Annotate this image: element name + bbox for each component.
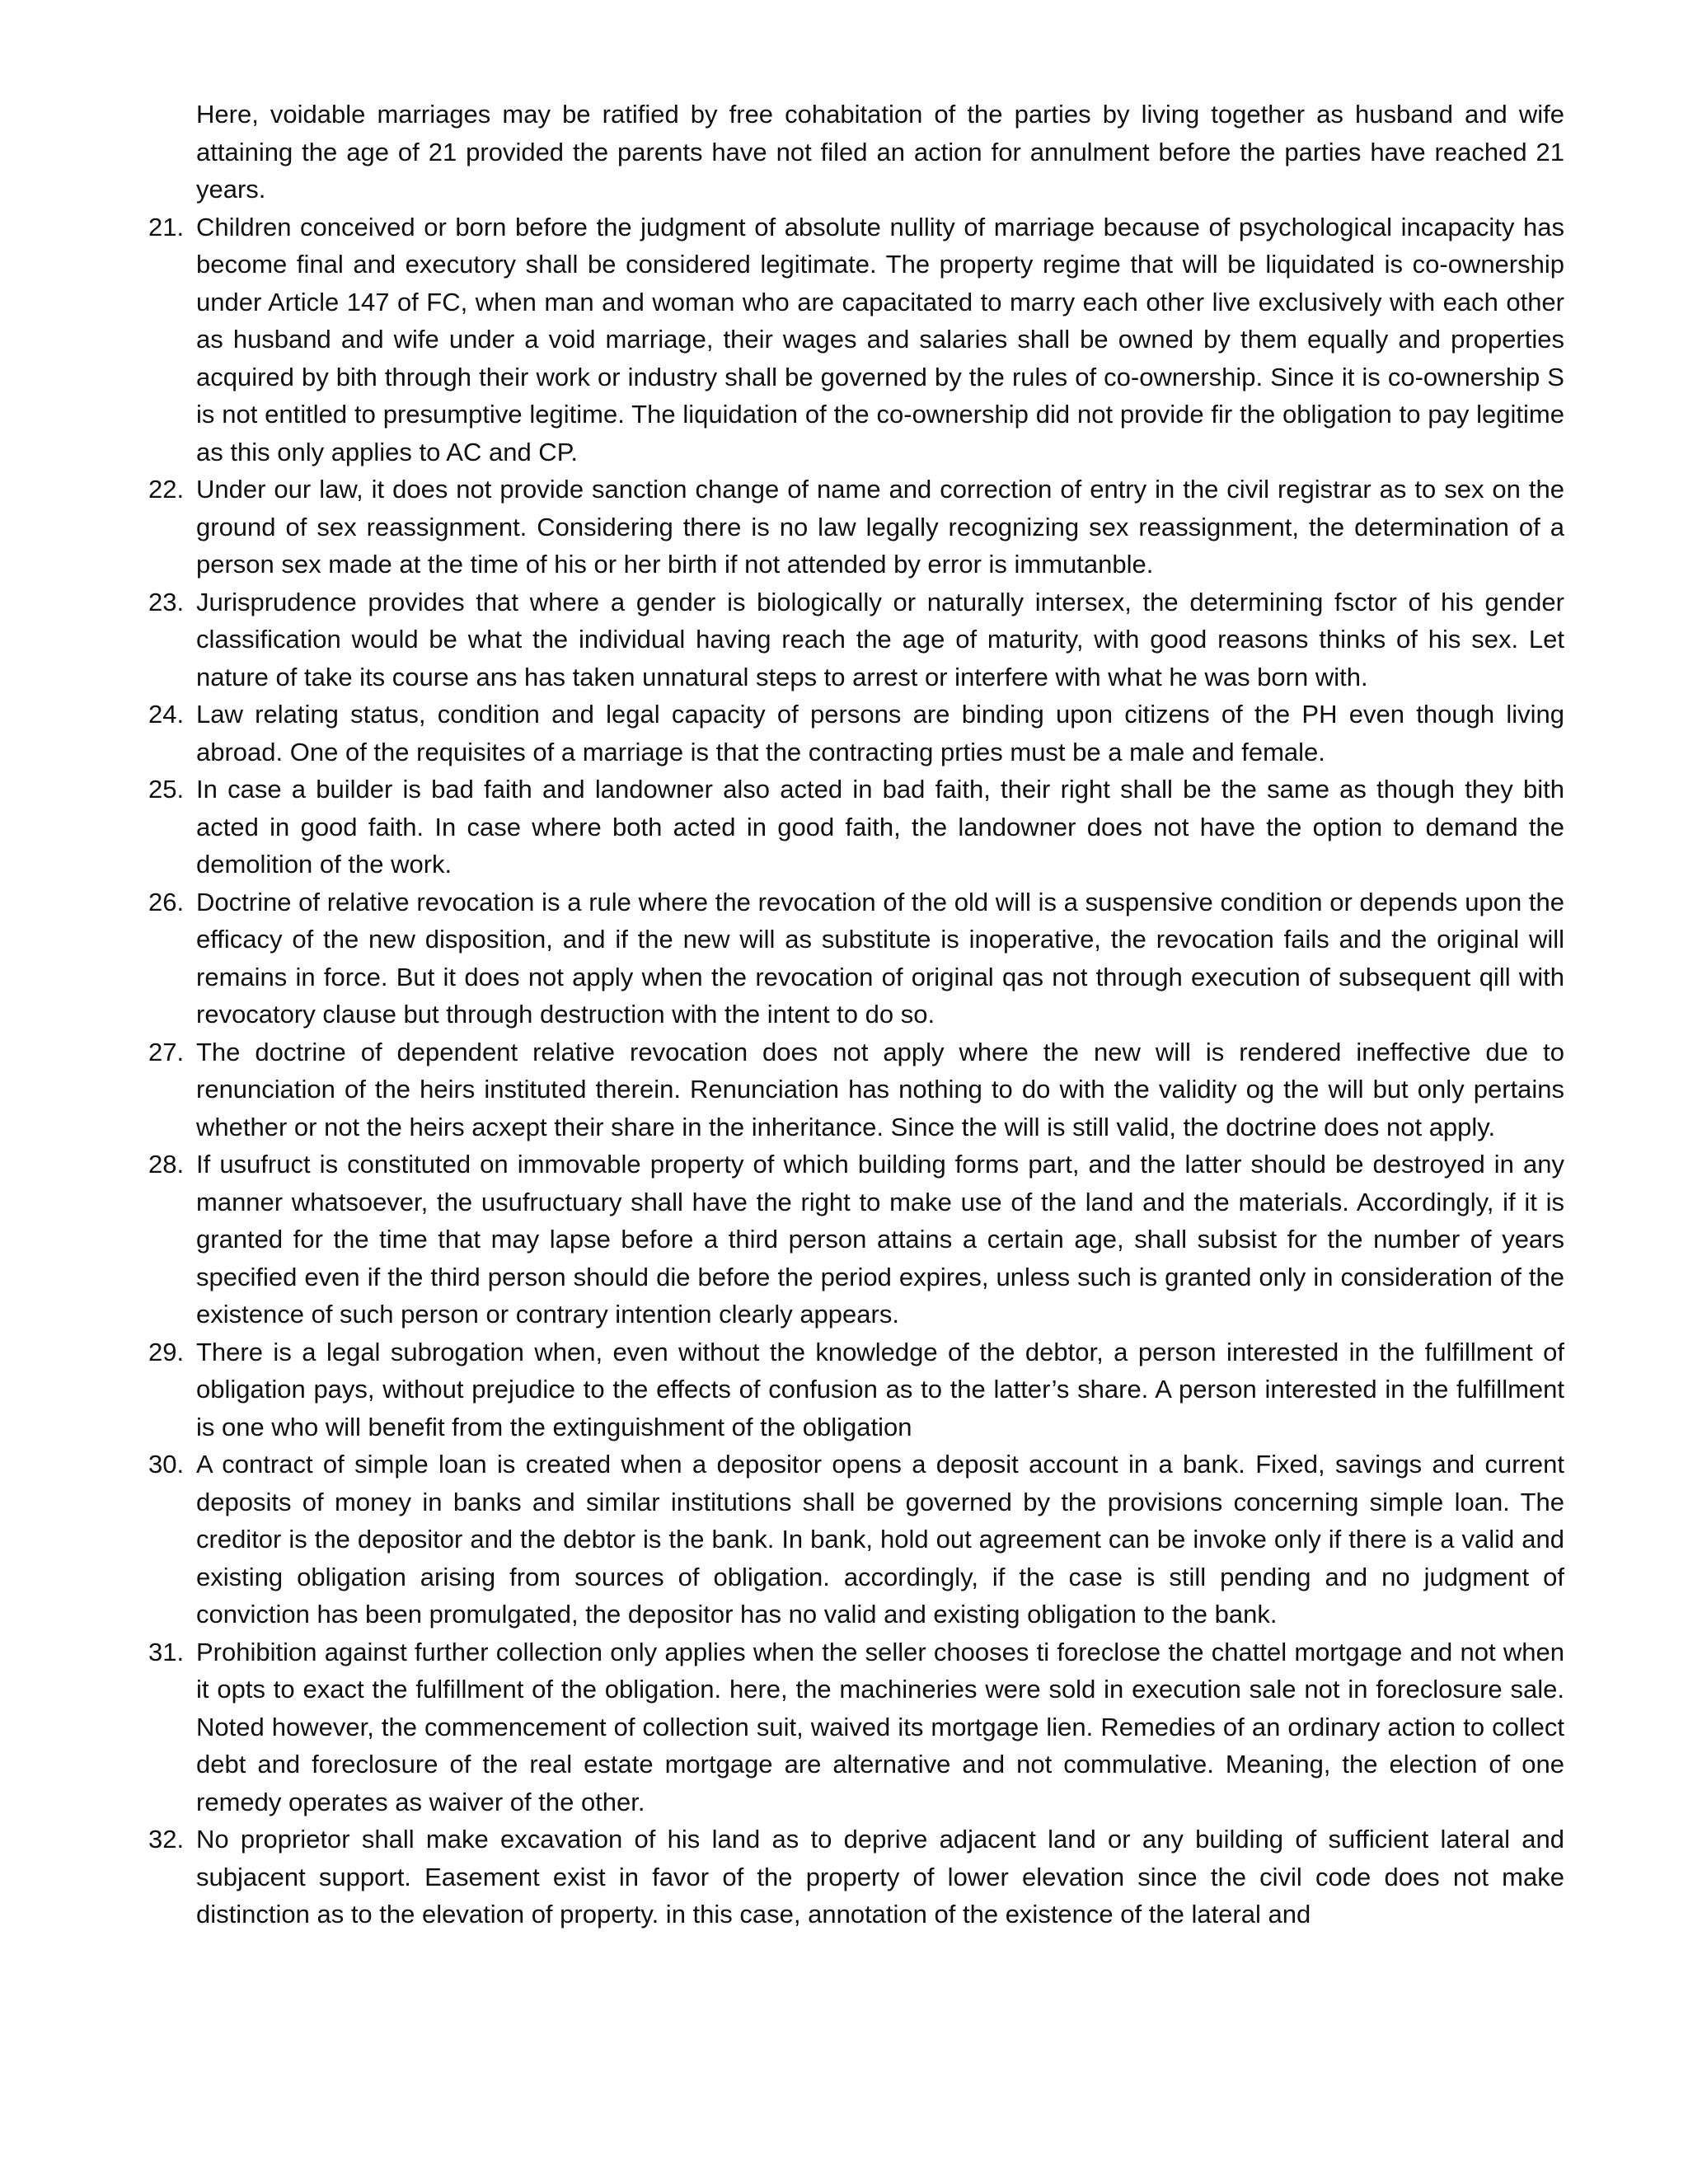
list-item-text: Under our law, it does not provide sanction change of name and correction of entry in the civil registrar as to sex on the ground of sex reassignment. Considering there is no law legally recognizing sex reassignment, the determination of a person sex made at the time of his or her birth if not attended by error is immutanble. xyxy=(196,475,1564,579)
list-item xyxy=(148,1821,1564,1933)
list-item-number: 21. xyxy=(148,212,185,241)
list-item-number: 27. xyxy=(148,1037,185,1066)
list-item-number: 23. xyxy=(148,587,185,616)
list-item-number: 30. xyxy=(148,1450,185,1479)
intro-paragraph: Here, voidable marriages may be ratified by free cohabitation of the parties by living together as husband and wife attaining the age of 21 provided the parents have not filed an action for annulment before the parties have reached 21 years. xyxy=(196,100,1564,204)
list-item-text: There is a legal subrogation when, even without the knowledge of the debtor, a person interested in the fulfillment of obligation pays, without prejudice to the effects of confusion as to the latter’s share. A person interested in the fulfillment is one who will benefit from the extinguishment of the obligation xyxy=(196,1337,1564,1441)
list-item xyxy=(148,583,1564,696)
list-item-number: 31. xyxy=(148,1637,185,1666)
list-item xyxy=(148,1446,1564,1633)
numbered-list xyxy=(148,209,1564,1933)
list-item-text: No proprietor shall make excavation of his land as to deprive adjacent land or any building of sufficient lateral and subjacent support. Easement exist in favor of the property of lower elevation since the civil code does not make distinction as to the elevation of property. in this case, annotation of the existence of the lateral and xyxy=(196,1825,1564,1929)
list-item-number: 22. xyxy=(148,475,185,504)
list-item-number: 25. xyxy=(148,775,185,804)
document-body xyxy=(148,96,1564,1933)
list-item-text: Jurisprudence provides that where a gender is biologically or naturally intersex, the determining fsctor of his gender classification would be what the individual having reach the age of maturity, with good reasons thinks of his sex. Let nature of take its course ans has taken unnatural steps to arrest or interfere with what he was born with. xyxy=(196,587,1564,691)
list-item xyxy=(148,1633,1564,1821)
list-item-text: Prohibition against further collection only applies when the seller chooses ti foreclose the chattel mortgage and not when it opts to exact the fulfillment of the obligation. here, the machineries were sold in execution sale not in foreclosure sale. Noted however, the commencement of collection suit, waived its mortgage lien. Remedies of an ordinary action to collect debt and foreclosure of the real estate mortgage are alternative and not commulative. Meaning, the election of one remedy operates as waiver of the other. xyxy=(196,1637,1564,1816)
list-item xyxy=(148,1033,1564,1146)
list-item xyxy=(148,471,1564,583)
list-item-text: Children conceived or born before the judgment of absolute nullity of marriage because of psychological incapacity has become final and executory shall be considered legitimate. The property regime that will be liquidated is co-ownership under Article 147 of FC, when man and woman who are capacitated to marry each other live exclusively with each other as husband and wife under a void marriage, their wages and salaries shall be owned by them equally and properties acquired by bith through their work or industry shall be governed by the rules of co-ownership. Since it is co-ownership S is not entitled to presumptive legitime. The liquidation of the co-ownership did not provide fir the obligation to pay legitime as this only applies to AC and CP. xyxy=(196,212,1564,466)
list-item-text: In case a builder is bad faith and landowner also acted in bad faith, their right shall be the same as though they bith acted in good faith. In case where both acted in good faith, the landowner does not have the option to demand the demolition of the work. xyxy=(196,775,1564,879)
list-item-text: Doctrine of relative revocation is a rule where the revocation of the old will is a suspensive condition or depends upon the efficacy of the new disposition, and if the new will as substitute is inoperative, the revocation fails and the original will remains in force. But it does not apply when the revocation of original qas not through execution of subsequent qill with revocatory clause but through destruction with the intent to do so. xyxy=(196,887,1564,1029)
list-item-text: A contract of simple loan is created when a depositor opens a deposit account in a bank. Fixed, savings and current deposits of money in banks and similar institutions shall be governed by the provisions concerning simple loan. The creditor is the depositor and the debtor is the bank. In bank, hold out agreement can be invoke only if there is a valid and existing obligation arising from sources of obligation. accordingly, if the case is still pending and no judgment of conviction has been promulgated, the depositor has no valid and existing obligation to the bank. xyxy=(196,1450,1564,1629)
list-item-number: 29. xyxy=(148,1337,185,1366)
list-item-number: 32. xyxy=(148,1825,185,1854)
list-item-text: If usufruct is constituted on immovable property of which building forms part, and the latter should be destroyed in any manner whatsoever, the usufructuary shall have the right to make use of the land and the materials. Accordingly, if it is granted for the time that may lapse before a third person attains a certain age, shall subsist for the number of years specified even if the third person should die before the period expires, unless such is granted only in consideration of the existence of such person or contrary intention clearly appears. xyxy=(196,1150,1564,1329)
list-item-number: 24. xyxy=(148,700,185,729)
list-item xyxy=(148,696,1564,771)
list-item-number: 26. xyxy=(148,887,185,916)
list-item-text: The doctrine of dependent relative revocation does not apply where the new will is rendered ineffective due to renunciation of the heirs instituted therein. Renunciation has nothing to do with the validity og the will but only pertains whether or not the heirs acxept their share in the inheritance. Since the will is still valid, the doctrine does not apply. xyxy=(196,1037,1564,1141)
list-item xyxy=(148,209,1564,471)
list-item-number: 28. xyxy=(148,1150,185,1179)
list-item xyxy=(148,883,1564,1033)
list-item-text: Law relating status, condition and legal capacity of persons are binding upon citizens of the PH even though living abroad. One of the requisites of a marriage is that the contracting prties must be a male and female. xyxy=(196,700,1564,766)
list-item xyxy=(148,1333,1564,1446)
list-item xyxy=(148,1146,1564,1333)
list-item xyxy=(148,771,1564,883)
